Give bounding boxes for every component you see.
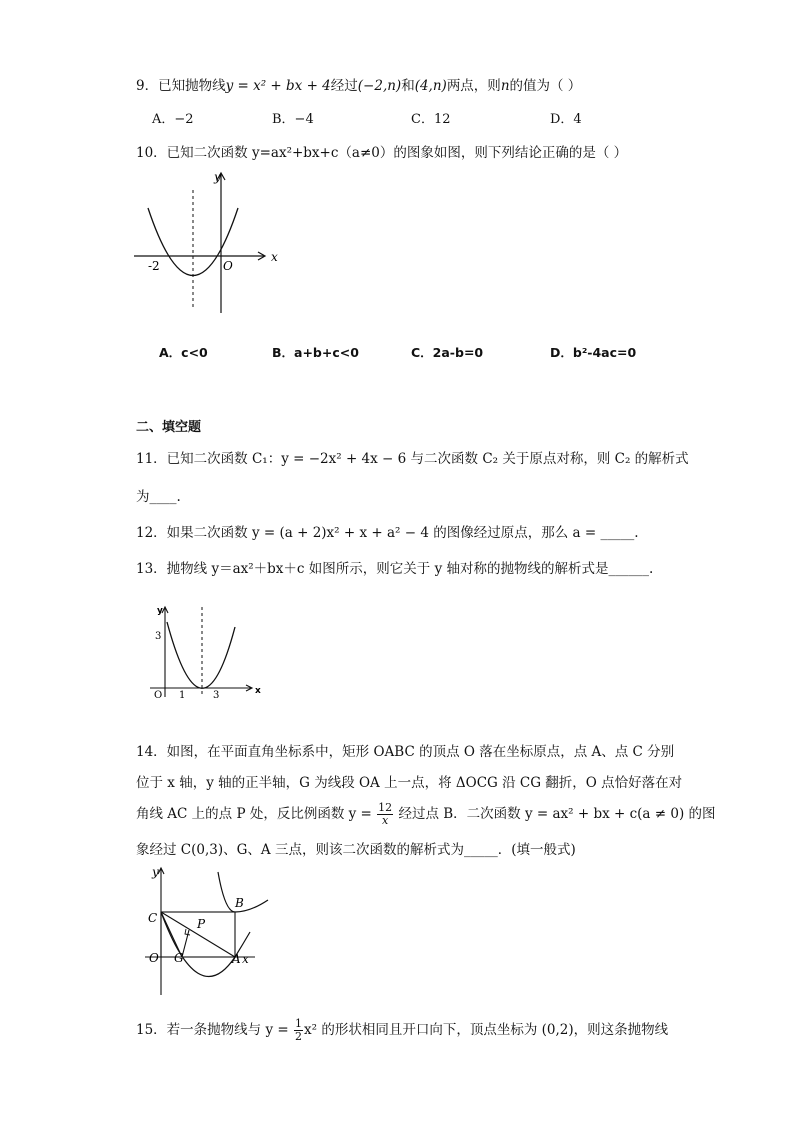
q14-label-g: G bbox=[174, 951, 184, 965]
q9-text-mid: 经过 bbox=[330, 78, 358, 94]
q11-stem-2: 为____. bbox=[136, 489, 181, 505]
q14-frac-num: 12 bbox=[378, 801, 393, 814]
q10-label-o: O bbox=[223, 259, 233, 273]
q14-frac-den: x bbox=[382, 814, 389, 827]
q15-frac-num: 1 bbox=[295, 1017, 302, 1030]
q13-label-x: x bbox=[255, 686, 261, 696]
q14-label-x: x bbox=[242, 952, 249, 966]
q14-line3-b: 经过点 B．二次函数 y = ax² + bx + c(a ≠ 0) 的图 bbox=[398, 806, 716, 822]
q9-option-b[interactable]: B．−4 bbox=[272, 112, 314, 127]
q14-label-p: P bbox=[197, 917, 206, 931]
q14-line2: 位于 x 轴，y 轴的正半轴，G 为线段 OA 上一点，将 ΔOCG 沿 CG 翻折，O 点恰好落在对 bbox=[136, 775, 683, 791]
q9-text-and: 和 bbox=[401, 78, 415, 94]
q10-stem: 10．已知二次函数 y=ax²+bx+c（a≠0）的图象如图，则下列结论正确的是（ ） bbox=[136, 145, 628, 161]
q12-stem: 12．如果二次函数 y = (a + 2)x² + x + a² − 4 的图像经过原点，那么 a = _____. bbox=[136, 525, 639, 541]
q15-text-b: x² 的形状相同且开口向下，顶点坐标为 (0,2)，则这条抛物线 bbox=[304, 1022, 669, 1038]
q14-parabola bbox=[161, 912, 250, 977]
q10-option-c[interactable]: C．2a-b=0 bbox=[411, 345, 484, 360]
q14-line4: 象经过 C(0,3)、G、A 三点，则该二次函数的解析式为_____．(填一般式) bbox=[136, 842, 576, 858]
q11-stem: 11．已知二次函数 C₁：y = −2x² + 4x − 6 与二次函数 C₂ 关于原点对称，则 C₂ 的解析式 bbox=[136, 451, 689, 467]
q9-point1: (−2,n) bbox=[357, 78, 402, 94]
q14-fraction bbox=[377, 802, 393, 827]
q9-formula: y = x² + bx + 4 bbox=[225, 78, 331, 94]
q13-label-y: y bbox=[157, 606, 163, 616]
q15-stem bbox=[136, 1018, 668, 1043]
q13-parabola bbox=[167, 622, 235, 688]
q9-text-before: 已知抛物线 bbox=[158, 78, 226, 94]
q9-var: n bbox=[500, 78, 510, 94]
q9-option-d[interactable]: D．4 bbox=[550, 112, 582, 127]
q15-fraction bbox=[294, 1018, 303, 1043]
q14-label-b: B bbox=[235, 896, 244, 910]
q10-label-minus2: -2 bbox=[148, 259, 160, 273]
q10-label-x: x bbox=[271, 250, 278, 264]
q15-text-a: 15．若一条抛物线与 y = bbox=[136, 1022, 289, 1038]
q9-text-after: 两点，则 bbox=[446, 78, 501, 94]
q14-line1: 14．如图，在平面直角坐标系中，矩形 OABC 的顶点 O 落在坐标原点，点 A、点 C 分别 bbox=[136, 744, 675, 760]
q9-option-c[interactable]: C．12 bbox=[411, 112, 451, 127]
q9-number: 9． bbox=[136, 78, 159, 94]
q15-frac-den: 2 bbox=[295, 1030, 302, 1043]
q10-label-y: y bbox=[214, 170, 221, 184]
q9-point2: (4,n) bbox=[414, 78, 447, 94]
q14-figure bbox=[140, 862, 280, 1002]
q13-label-3y: 3 bbox=[155, 631, 162, 642]
section-title: 二、填空题 bbox=[136, 420, 202, 435]
q10-option-d[interactable]: D．b²-4ac=0 bbox=[550, 345, 637, 360]
q14-line3 bbox=[136, 802, 716, 827]
q9-option-a[interactable]: A．−2 bbox=[152, 112, 194, 127]
q13-stem: 13．抛物线 y＝ax²＋bx＋c 如图所示，则它关于 y 轴对称的抛物线的解析式是______. bbox=[136, 561, 654, 577]
q10-option-b[interactable]: B．a+b+c<0 bbox=[272, 345, 359, 360]
q14-label-y: y bbox=[152, 865, 159, 879]
q14-label-c: C bbox=[148, 911, 158, 925]
q10-figure bbox=[128, 168, 288, 318]
q10-option-a[interactable]: A．c<0 bbox=[159, 345, 208, 360]
q14-right-angle bbox=[185, 929, 190, 935]
q9-text-end: 的值为（ ） bbox=[509, 78, 582, 94]
q14-label-o: O bbox=[149, 951, 159, 965]
q13-label-1: 1 bbox=[179, 690, 186, 701]
q9-stem bbox=[136, 74, 581, 94]
q14-line3-a: 角线 AC 上的点 P 处，反比例函数 y = bbox=[136, 806, 372, 822]
q13-figure bbox=[140, 602, 265, 702]
q13-label-o: O bbox=[154, 690, 163, 701]
q13-label-3x: 3 bbox=[213, 690, 220, 701]
q14-label-a: A bbox=[232, 952, 241, 966]
